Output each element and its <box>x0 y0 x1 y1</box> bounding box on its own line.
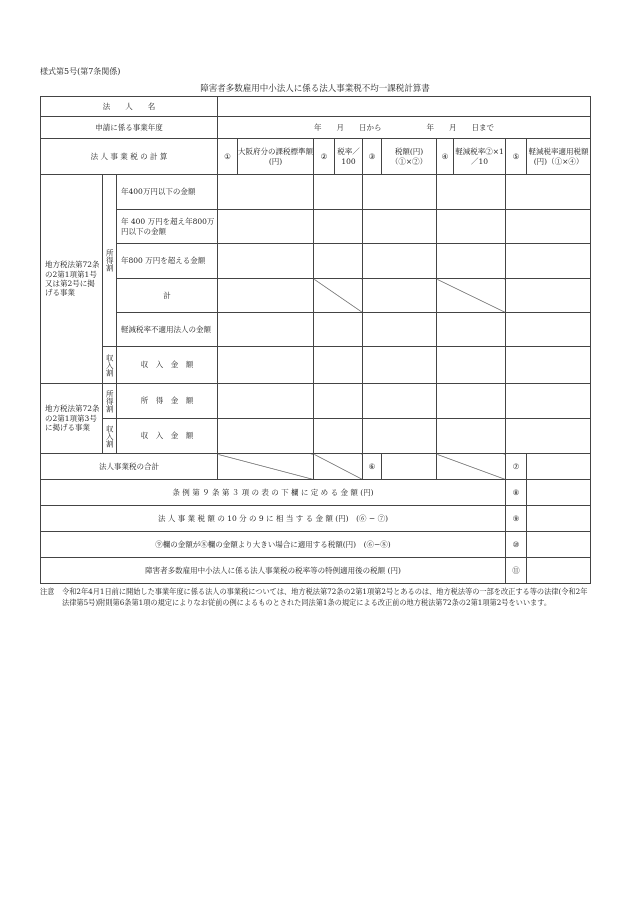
cell-input[interactable] <box>218 347 314 384</box>
cell-input[interactable] <box>314 384 363 419</box>
col4-number: ④ <box>437 139 454 175</box>
summary-label: 障害者多数雇用中小法人に係る法人事業税の税率等の特例適用後の税額 (円) <box>41 558 506 584</box>
group2-income-label: 所得割 <box>103 384 117 419</box>
cell-input[interactable] <box>506 175 591 210</box>
footnote <box>40 586 592 608</box>
total-input-7[interactable] <box>527 454 591 480</box>
cell-input[interactable] <box>218 175 314 210</box>
summary-label: ⑨欄の金額が⑧欄の金額より大きい場合に適用する税額(円) (⑥−⑧) <box>41 532 506 558</box>
calculation-table <box>40 96 591 584</box>
summary-label: 条 例 第 ９ 条 第 ３ 項 の 表 の 下 欄 に 定 め る 金 額 (円) <box>41 480 506 506</box>
summary-row <box>41 532 591 558</box>
cell-input[interactable] <box>218 419 314 454</box>
corp-name-field[interactable] <box>218 97 591 117</box>
cell-input[interactable] <box>363 210 437 244</box>
col2-label: 税率／100 <box>335 139 363 175</box>
table-row <box>41 384 591 419</box>
col5-label: 軽減税率適用税額(円)（①×④） <box>527 139 591 175</box>
cell-input[interactable] <box>218 210 314 244</box>
cell-input[interactable] <box>363 175 437 210</box>
summary-label: 法 人 事 業 税 額 の 10 分 の 9 に 相 当 す る 金 額 (円) (⑥ − ⑦) <box>41 506 506 532</box>
group1-row-label: 軽減税率不適用法人の金額 <box>117 313 218 347</box>
summary-number: ⑨ <box>506 506 527 532</box>
calc-label: 法 人 事 業 税 の 計 算 <box>41 139 218 175</box>
group1-row-label: 年400万円以下の金額 <box>117 175 218 210</box>
col1-label: 大阪府分の課税標準額(円) <box>238 139 314 175</box>
table-row <box>41 313 591 347</box>
group1-subtotal-label: 計 <box>117 279 218 313</box>
group2-income-amount-label: 所 得 金 額 <box>117 384 218 419</box>
cell-input[interactable] <box>506 244 591 279</box>
table-row <box>41 175 591 210</box>
cell-input[interactable] <box>437 244 506 279</box>
cell-input[interactable] <box>437 210 506 244</box>
summary-input[interactable] <box>527 558 591 584</box>
group2-revenue-label: 収入割 <box>103 419 117 454</box>
cell-input[interactable] <box>363 347 437 384</box>
cell-input[interactable] <box>218 279 314 313</box>
cell-input[interactable] <box>506 313 591 347</box>
page-title: 障害者多数雇用中小法人に係る法人事業税不均一課税計算書 <box>200 84 430 94</box>
cell-input[interactable] <box>363 419 437 454</box>
cell-input[interactable] <box>437 347 506 384</box>
fiscal-year-row <box>41 117 591 139</box>
cell-diagonal <box>314 279 363 313</box>
cell-diagonal <box>314 454 363 480</box>
cell-input[interactable] <box>218 384 314 419</box>
corp-name-row <box>41 97 591 117</box>
footnote-head: 注意 <box>40 587 55 596</box>
group1-label: 地方税法第72条の2第1項第1号又は第2号に掲げる事業 <box>41 175 103 384</box>
table-row <box>41 419 591 454</box>
group1-income-label: 所得割 <box>103 175 117 347</box>
cell-diagonal <box>218 454 314 480</box>
col5-number: ⑤ <box>506 139 527 175</box>
col2-number: ② <box>314 139 335 175</box>
corp-name-label: 法 人 名 <box>41 97 218 117</box>
summary-input[interactable] <box>527 532 591 558</box>
form-number: 様式第5号(第7条関係) <box>40 67 121 76</box>
group2-revenue-amount-label: 収 入 金 額 <box>117 419 218 454</box>
cell-input[interactable] <box>506 347 591 384</box>
cell-input[interactable] <box>437 313 506 347</box>
col4-label: 軽減税率②×1／10 <box>454 139 506 175</box>
table-row <box>41 244 591 279</box>
group1-revenue-label: 収入割 <box>103 347 117 384</box>
cell-input[interactable] <box>314 210 363 244</box>
group1-row-label: 年800 万円を超える金額 <box>117 244 218 279</box>
footnote-body: 令和2年4月1日前に開始した事業年度に係る法人の事業税については、地方税法第72条の2第1項第2号とあるのは、地方税法等の一部を改正する等の法律(令和2年法律第5号)附則第6条第1項の規定によりなお従前の例によるものとされた同法第1条の規定による改正前の地方税法第72条の2第1項第2号をいいます。 <box>62 587 588 608</box>
column-header-row <box>41 139 591 175</box>
cell-input[interactable] <box>437 384 506 419</box>
summary-row <box>41 480 591 506</box>
col3-number: ③ <box>363 139 382 175</box>
col1-number: ① <box>218 139 238 175</box>
total-number-6: ⑥ <box>363 454 382 480</box>
cell-input[interactable] <box>314 347 363 384</box>
table-row <box>41 347 591 384</box>
cell-input[interactable] <box>314 175 363 210</box>
group1-row-label: 年 400 万円を超え年800万円以下の金額 <box>117 210 218 244</box>
summary-number: ⑧ <box>506 480 527 506</box>
summary-row <box>41 506 591 532</box>
total-row <box>41 454 591 480</box>
total-number-7: ⑦ <box>506 454 527 480</box>
cell-input[interactable] <box>363 384 437 419</box>
cell-input[interactable] <box>437 419 506 454</box>
cell-input[interactable] <box>506 384 591 419</box>
cell-input[interactable] <box>506 419 591 454</box>
cell-diagonal <box>437 454 506 480</box>
cell-input[interactable] <box>314 244 363 279</box>
cell-input[interactable] <box>218 244 314 279</box>
cell-input[interactable] <box>363 279 437 313</box>
summary-number: ⑪ <box>506 558 527 584</box>
cell-input[interactable] <box>314 419 363 454</box>
total-input-6[interactable] <box>382 454 437 480</box>
cell-input[interactable] <box>437 175 506 210</box>
total-label: 法人事業税の合計 <box>41 454 218 480</box>
summary-row <box>41 558 591 584</box>
table-row <box>41 210 591 244</box>
cell-input[interactable] <box>314 313 363 347</box>
cell-input[interactable] <box>218 313 314 347</box>
fiscal-year-label: 申請に係る事業年度 <box>41 117 218 139</box>
group1-revenue-amount-label: 収 入 金 額 <box>117 347 218 384</box>
fiscal-year-field[interactable]: 年 月 日から 年 月 日まで <box>218 117 591 139</box>
cell-input[interactable] <box>363 313 437 347</box>
col3-label: 税額(円)（①×②） <box>382 139 437 175</box>
cell-input[interactable] <box>506 279 591 313</box>
cell-input[interactable] <box>506 210 591 244</box>
summary-input[interactable] <box>527 480 591 506</box>
cell-input[interactable] <box>363 244 437 279</box>
summary-number: ⑩ <box>506 532 527 558</box>
summary-input[interactable] <box>527 506 591 532</box>
group2-label: 地方税法第72条の2第1項第3号に掲げる事業 <box>41 384 103 454</box>
cell-diagonal <box>437 279 506 313</box>
table-row <box>41 279 591 313</box>
